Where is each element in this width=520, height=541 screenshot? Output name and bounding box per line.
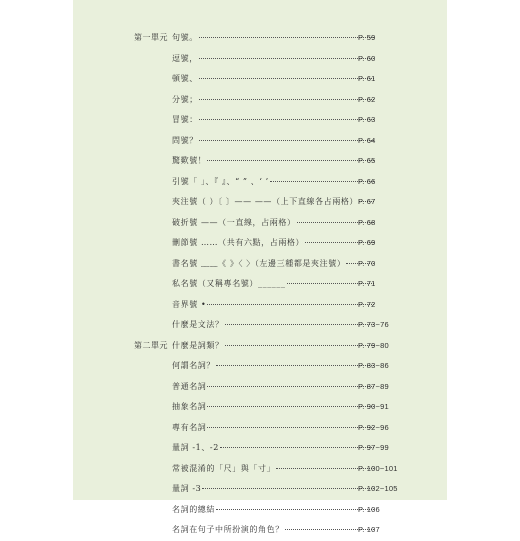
dot-leader [207,377,374,387]
toc-entry-title: 破折號 ——（一直線，占兩格） [172,217,296,227]
page-number: P. 102~105 [358,484,398,493]
page-number: P. 79~80 [358,340,389,350]
unit-label: 第一單元 [134,33,168,42]
toc-entry-title: 何謂名詞？ [172,361,215,370]
page-number: P. 97~99 [358,443,389,452]
toc-entry-title: 常被混淆的「尺」與「寸」 [172,463,276,473]
toc-entry [73,254,447,275]
toc-entry-title: 名詞在句子中所扮演的角色？ [172,525,284,534]
toc-entry-title: 什麼是詞類？ [172,340,224,350]
page-number: P. 87~89 [358,381,389,391]
toc-entry-line [172,418,375,439]
toc-entry [73,500,447,521]
toc-entry-line [172,90,375,111]
toc-entry-line [172,172,375,193]
toc-entry-line [172,213,375,234]
dot-leader [216,500,374,510]
toc-entry-line [172,500,375,521]
page-number: P. 66 [358,176,376,186]
toc-entry [73,213,447,234]
toc-entry [73,459,447,480]
toc-entry [73,233,447,254]
dot-leader [199,69,374,79]
toc-entry-line [172,459,375,480]
toc-entry-title: 逗號， [172,53,198,63]
toc-entry-title: 書名號 ﹏﹏《 》〈 〉（左邊三種都是夾注號） [172,258,346,268]
page-number: P. 59 [358,33,376,42]
toc-entry-title: 普通名詞 [172,381,207,391]
dot-leader [207,418,374,428]
toc-entry-title: 驚歎號！ [172,156,207,165]
dot-leader [202,479,374,489]
toc-entry [73,520,447,541]
toc-entry [73,295,447,316]
toc-entry [73,69,447,90]
toc-entry-line [172,254,375,275]
dot-leader [225,336,374,346]
toc-entry [73,336,447,357]
page-number: P. 64 [358,135,376,145]
page-number: P. 70 [358,258,376,268]
toc-entry-title: 問號？ [172,135,198,145]
page-number: P. 73~76 [358,320,389,329]
toc-entry [73,418,447,439]
dot-leader [199,90,374,100]
dot-leader [225,315,374,325]
toc-entry-title: 量詞 -3 [172,484,202,493]
table-of-contents [73,28,447,541]
toc-entry-title: 頓號、 [172,74,198,83]
dot-leader [216,356,374,366]
toc-entry-line [172,377,375,398]
toc-entry-title: 句號。 [172,33,198,42]
toc-entry [73,192,447,213]
toc-entry-line [172,151,375,172]
page-number: P. 65 [358,156,376,165]
toc-entry-title: 夾注號（ ）〔 〕—— ——（上下直線各占兩格） [172,197,359,206]
toc-entry [73,131,447,152]
dot-leader [207,151,374,161]
toc-entry-line [172,233,375,254]
dot-leader [207,295,374,305]
toc-entry-line [172,397,375,418]
toc-entry-line [172,49,375,70]
dot-leader [199,49,374,59]
dot-leader [199,131,374,141]
book-page [73,0,447,534]
dot-leader [199,28,374,38]
toc-entry-title: 音界號 • [172,299,207,309]
toc-entry-line [172,274,375,295]
page-number: P. 107 [358,525,380,534]
toc-entry [73,356,447,377]
toc-entry-title: 分號； [172,94,198,104]
toc-entry-title: 什麼是文法？ [172,320,224,329]
toc-entry-line [172,110,375,131]
toc-entry-title: 專有名詞 [172,422,207,432]
toc-entry-title: 引號「 」、『 』、“ ” 、‘ ’ [172,176,269,186]
dot-leader [199,110,374,120]
toc-entry-title: 名詞的總結 [172,504,215,514]
toc-entry-line [172,192,375,213]
toc-entry [73,315,447,336]
toc-entry [73,28,447,49]
page-number: P. 67 [358,197,376,206]
page-number: P. 72 [358,299,376,309]
toc-entry-line [172,479,375,500]
toc-entry [73,172,447,193]
toc-entry [73,274,447,295]
page-number: P. 100~101 [358,463,398,473]
toc-entry-line [172,295,375,316]
page-number: P. 92~96 [358,422,389,432]
toc-entry-line [172,356,375,377]
toc-entry-line [172,438,375,459]
toc-entry [73,479,447,500]
toc-entry-title: 冒號： [172,115,198,124]
toc-entry-line [172,69,375,90]
toc-entry [73,151,447,172]
toc-entry [73,377,447,398]
toc-entry-title: 刪節號 ……（共有六點，占兩格） [172,238,305,247]
toc-entry [73,110,447,131]
page-number: P. 60 [358,53,376,63]
toc-entry-title: 抽象名詞 [172,402,207,411]
dot-leader [220,438,374,448]
toc-entry-line [172,336,375,357]
page-number: P. 90~91 [358,402,389,411]
toc-entry-line [172,131,375,152]
page-number: P. 63 [358,115,376,124]
unit-label: 第二單元 [134,340,168,350]
toc-entry [73,397,447,418]
page-number: P. 61 [358,74,376,83]
page-number: P. 69 [358,238,376,247]
page-number: P. 62 [358,94,376,104]
page-number: P. 68 [358,217,376,227]
page-number: P. 83~86 [358,361,389,370]
toc-entry [73,438,447,459]
toc-entry-line [172,520,375,541]
page-number: P. 71 [358,279,376,288]
toc-entry-line [172,28,375,49]
toc-entry [73,90,447,111]
toc-entry-title: 私名號（又稱專名號）______ [172,279,286,288]
toc-entry [73,49,447,70]
toc-entry-line [172,315,375,336]
toc-entry-title: 量詞 -1、-2 [172,443,219,452]
dot-leader [207,397,374,407]
page-number: P. 106 [358,504,380,514]
